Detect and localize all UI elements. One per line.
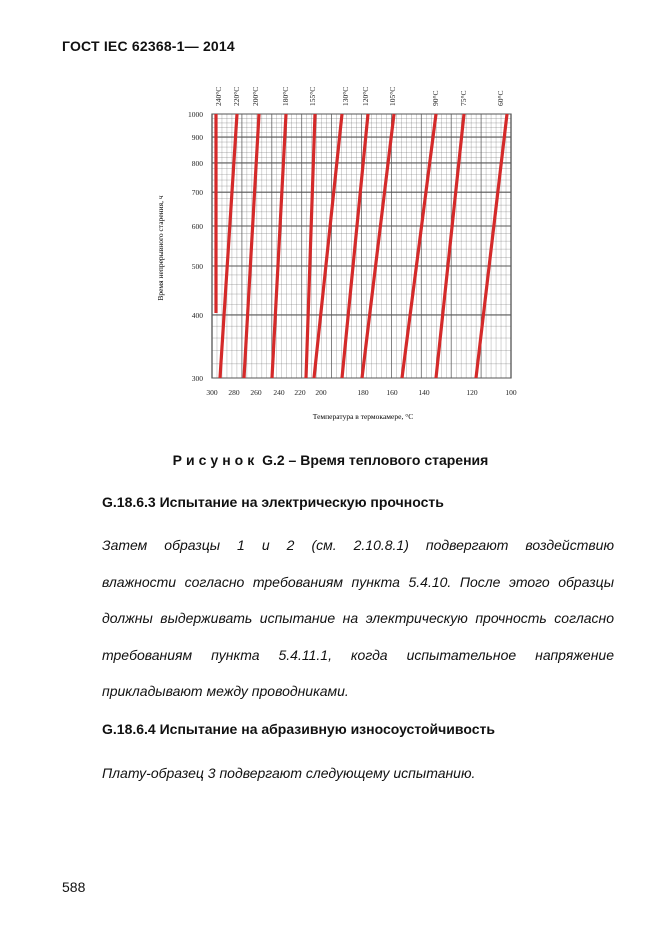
section-heading-dielectric: G.18.6.3 Испытание на электрическую прочность [102,494,444,510]
paragraph-line: должны выдерживать испытание на электрическую прочность согласно [102,610,614,626]
x-tick-label: 140 [418,388,430,397]
series-top-label: 105°С [388,86,397,106]
x-tick-label: 120 [466,388,478,397]
x-tick-label: 100 [505,388,517,397]
x-tick-label: 260 [250,388,262,397]
series-top-label: 90°С [431,90,440,106]
caption-text: G.2 – Время теплового старения [258,452,489,468]
x-tick-label: 280 [228,388,240,397]
paragraph-line: влажности согласно требованиям пункта 5.4.10. После этого образцы [102,573,614,590]
aging-time-chart [150,78,530,428]
paragraph-dielectric [102,527,614,710]
y-tick-label: 800 [191,158,203,168]
page-number: 588 [62,879,86,895]
section-heading-abrasion: G.18.6.4 Испытание на абразивную износоустойчивость [102,721,495,737]
document-header: ГОСТ IEC 62368-1— 2014 [62,38,235,54]
series-top-label: 120°С [361,86,370,106]
x-tick-label: 220 [294,388,306,397]
y-tick-label: 700 [191,188,203,198]
x-tick-label: 200 [315,388,327,397]
figure-caption [0,452,661,468]
series-top-label: 75°С [459,90,468,106]
chart-svg [150,78,530,428]
series-top-label: 220°С [232,86,241,106]
series-top-label: 155°С [308,86,317,106]
x-axis-label: Температура в термокамере, °С [312,412,414,421]
paragraph-line: прикладывают между проводниками. [102,683,349,699]
y-tick-label: 900 [191,133,203,143]
paragraph-line: Затем образцы 1 и 2 (см. 2.10.8.1) подвергают воздействию [102,537,614,553]
paragraph-line: требованиям пункта 5.4.11.1, когда испытательное напряжение [102,646,614,663]
series-top-label: 60°С [496,90,505,106]
x-tick-label: 240 [273,388,285,397]
y-axis-label: Время непрерывного старения, ч [156,195,165,301]
x-tick-label: 300 [206,388,218,397]
paragraph-abrasion [102,755,614,792]
y-tick-label: 500 [191,261,203,271]
series-top-label: 240°С [214,86,223,106]
x-tick-label: 180 [357,388,369,397]
y-tick-label: 400 [191,310,203,320]
caption-prefix: Рисунок [172,452,259,468]
y-tick-label: 600 [191,222,203,232]
x-tick-label: 160 [386,388,398,397]
paragraph-line: Плату-образец 3 подвергают следующему испытанию. [102,765,476,781]
y-tick-label: 300 [191,374,203,383]
series-top-label: 130°С [341,86,350,106]
series-top-label: 180°С [281,86,290,106]
y-tick-label: 1000 [188,110,203,119]
series-top-label: 200°С [251,86,260,106]
